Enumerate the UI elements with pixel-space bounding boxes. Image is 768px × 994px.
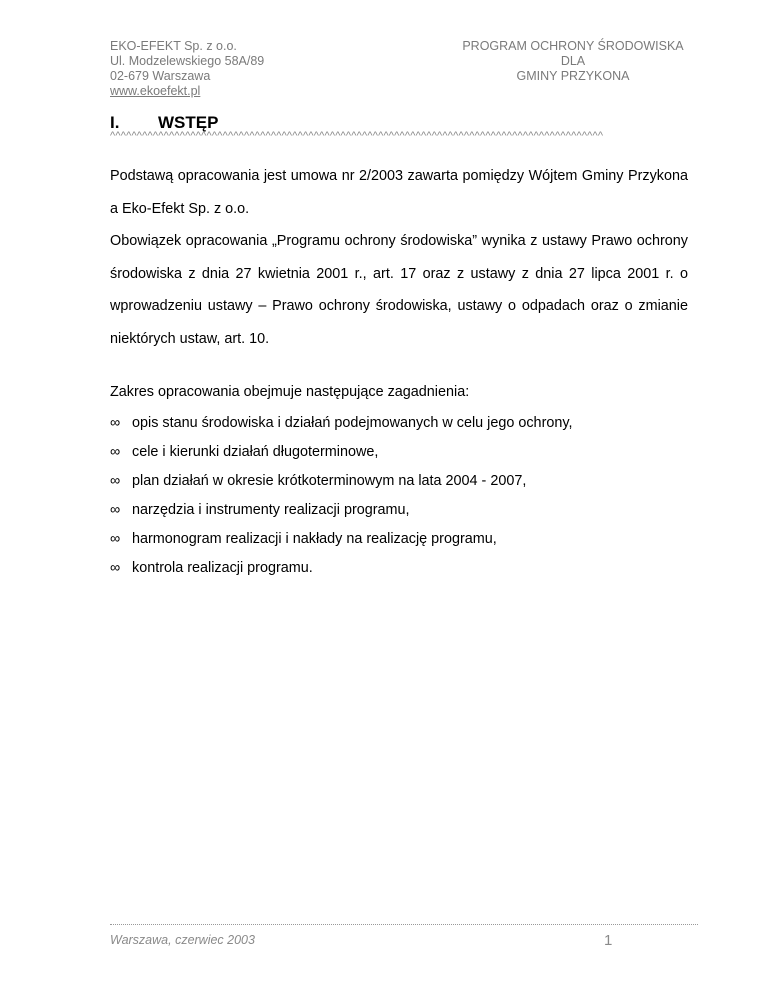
list-item-text: harmonogram realizacji i nakłady na realizację programu,	[132, 530, 497, 547]
list-item	[110, 554, 688, 583]
list-item	[110, 525, 688, 554]
program-title	[448, 39, 698, 84]
list-item	[110, 438, 688, 467]
footer-divider	[110, 924, 698, 925]
company-name: EKO-EFEKT Sp. z o.o.	[110, 39, 237, 53]
list-item	[110, 496, 688, 525]
infinity-bullet-icon: ∞	[110, 559, 121, 576]
infinity-bullet-icon: ∞	[110, 530, 121, 547]
infinity-bullet-icon: ∞	[110, 414, 121, 431]
footer-place-date: Warszawa, czerwiec 2003	[110, 933, 255, 947]
paragraph-spacer	[110, 355, 688, 376]
infinity-bullet-icon: ∞	[110, 443, 121, 460]
scope-list	[110, 409, 688, 583]
scope-intro: Zakres opracowania obejmuje następujące zagadnienia:	[110, 384, 470, 400]
list-item-text: opis stanu środowiska i działań podejmowanych w celu jego ochrony,	[132, 414, 573, 431]
section-title: WSTĘP	[158, 113, 219, 132]
company-info	[110, 39, 264, 99]
company-street: Ul. Modzelewskiego 58A/89	[110, 54, 265, 68]
program-title-line3: GMINY PRZYKONA	[516, 69, 630, 83]
list-item	[110, 409, 688, 438]
list-item-text: plan działań w okresie krótkoterminowym na lata 2004 - 2007,	[132, 472, 527, 489]
list-item-text: kontrola realizacji programu.	[132, 559, 313, 576]
list-item	[110, 467, 688, 496]
document-body	[110, 160, 688, 583]
company-city: 02-679 Warszawa	[110, 69, 211, 83]
list-item-text: narzędzia i instrumenty realizacji programu,	[132, 501, 410, 518]
paragraph-legal-basis: Obowiązek opracowania „Programu ochrony środowiska” wynika z ustawy Prawo ochrony środowiska z dnia 27 kwietnia 2001 r., art. 17 oraz z ustawy z dnia 27 lipca 2001 r. o wprowadzeniu ustawy – Prawo ochrony środowiska, ustawy o odpadach oraz o zmianie niektórych ustaw, art. 10.	[110, 233, 688, 347]
infinity-bullet-icon: ∞	[110, 472, 121, 489]
program-title-line2: DLA	[560, 54, 586, 68]
page-number: 1	[604, 932, 613, 949]
section-number: I.	[110, 113, 120, 132]
header-separator: ^^^^^^^^^^^^^^^^^^^^^^^^^^^^^^^^^^^^^^^^^^^^^^^^^^^^^^^^^^^^^^^^^^^^^^^^^^^^^^^^^^^^^^^^^^^^	[110, 130, 604, 142]
program-title-line1: PROGRAM OCHRONY ŚRODOWISKA	[462, 39, 684, 53]
company-website-link[interactable]: www.ekoefekt.pl	[110, 84, 201, 98]
infinity-bullet-icon: ∞	[110, 501, 121, 518]
section-heading	[110, 113, 218, 133]
list-item-text: cele i kierunki działań długoterminowe,	[132, 443, 379, 460]
paragraph-agreement: Podstawą opracowania jest umowa nr 2/2003 zawarta pomiędzy Wójtem Gminy Przykona a Eko-Efekt Sp. z o.o.	[110, 168, 688, 217]
